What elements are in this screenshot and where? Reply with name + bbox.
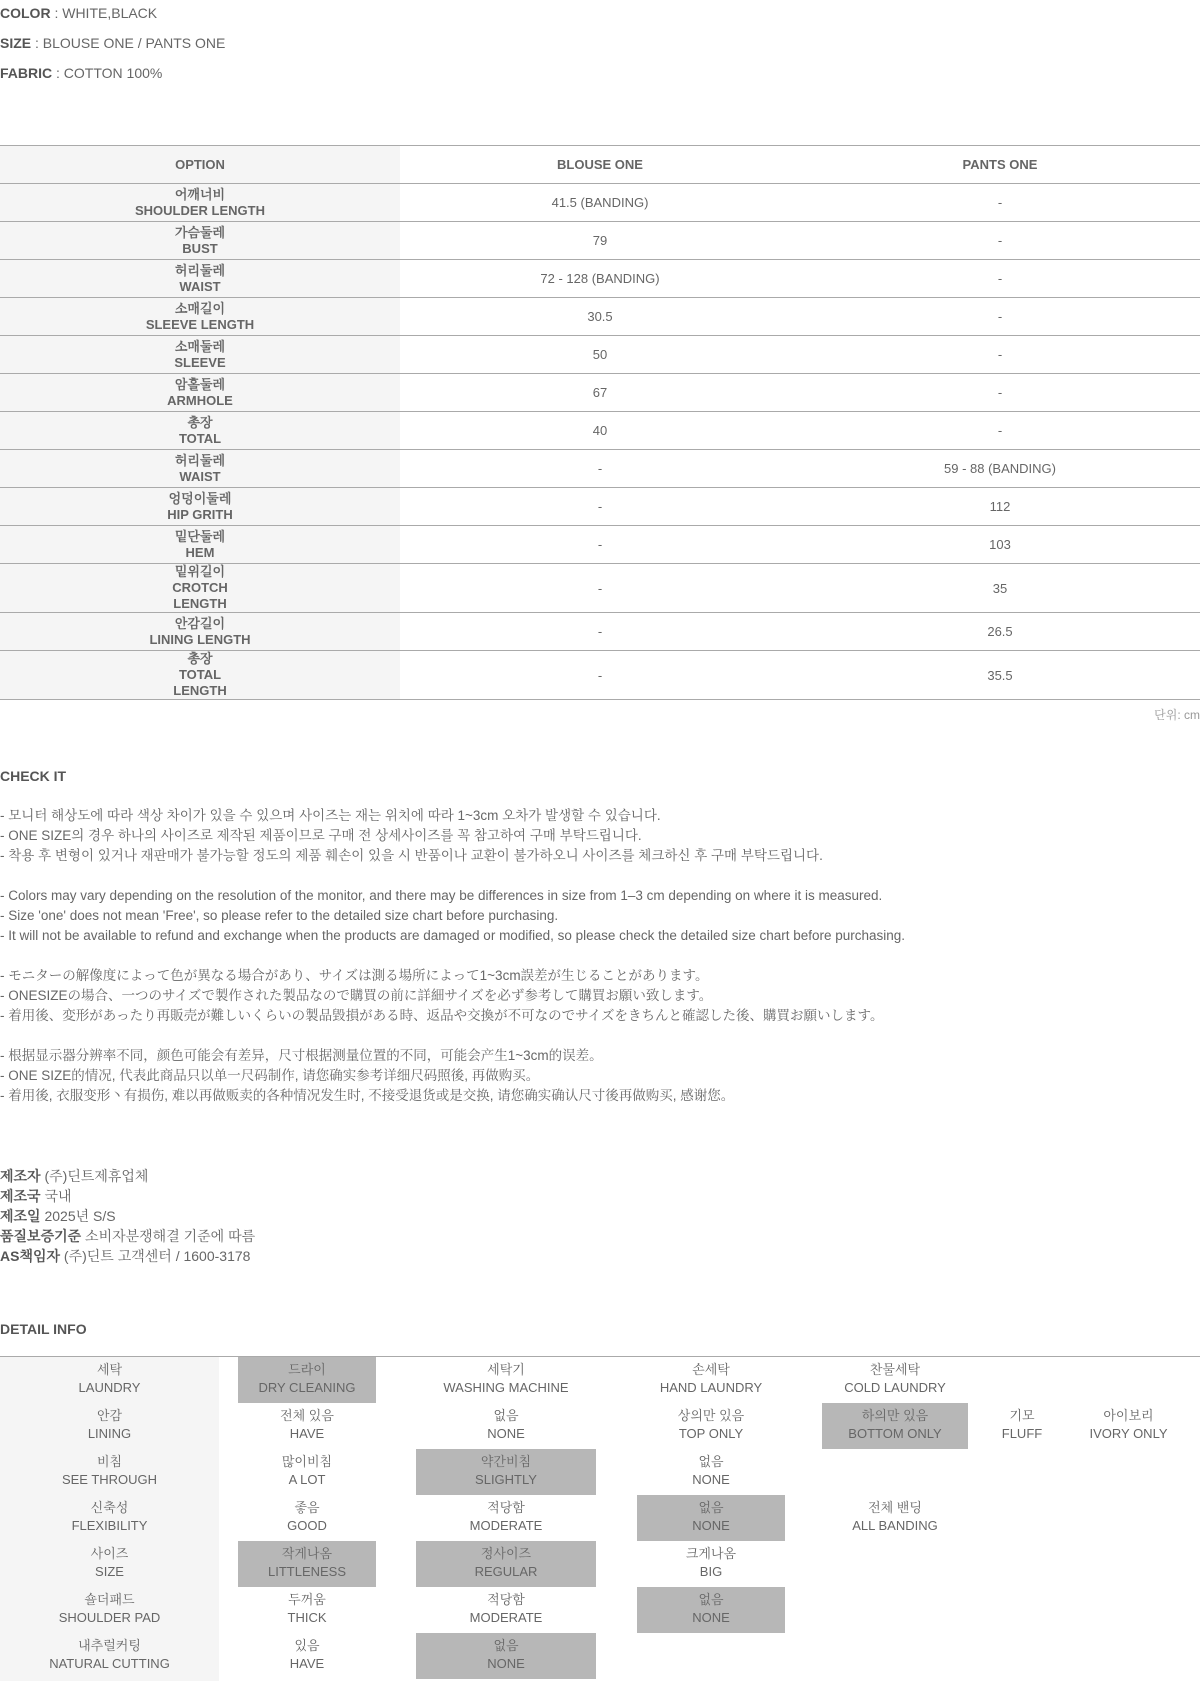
pants-value: 35.5 bbox=[800, 651, 1200, 700]
detail-option-ko: 적당함 bbox=[487, 1500, 525, 1515]
detail-option-ko: 좋음 bbox=[294, 1500, 320, 1515]
pants-value: - bbox=[800, 412, 1200, 450]
detail-option-en: HAND LAUNDRY bbox=[659, 1380, 763, 1395]
detail-option-en: A LOT bbox=[288, 1472, 326, 1487]
blouse-value: 72 - 128 (BANDING) bbox=[400, 260, 800, 298]
detail-option-en: REGULAR bbox=[474, 1564, 538, 1579]
detail-option bbox=[637, 1357, 785, 1403]
detail-option-ko: 적당함 bbox=[487, 1592, 525, 1607]
measure-label-en: HIP GRITH bbox=[167, 506, 233, 522]
measure-label-en: LINING LENGTH bbox=[149, 631, 251, 647]
note-line: - ONESIZEの場合、一つのサイズで製作された製品なので購買の前に詳細サイズを必ず参考して購買お願い致します。 bbox=[0, 988, 713, 1003]
pants-value: 35 bbox=[800, 564, 1200, 613]
maker-row bbox=[0, 1186, 255, 1206]
measure-label-ko: 엉덩이둘레 bbox=[168, 490, 232, 506]
spec-size bbox=[0, 35, 225, 51]
detail-row-label-en: LAUNDRY bbox=[78, 1380, 141, 1395]
note-line: - 着用後、変形があったり再販売が難しいくらいの製品毀損がある時、返品や交換が不可なのでサイズをきちんと確認した後、購買お願いします。 bbox=[0, 1008, 884, 1023]
detail-option-en: MODERATE bbox=[469, 1610, 543, 1625]
detail-option-ko: 없음 bbox=[698, 1500, 724, 1515]
maker-row bbox=[0, 1166, 255, 1186]
blouse-value: - bbox=[400, 651, 800, 700]
pants-value: - bbox=[800, 374, 1200, 412]
detail-row-label-ko: 안감 bbox=[96, 1408, 123, 1423]
detail-option bbox=[416, 1587, 596, 1633]
detail-option-en: DRY CLEANING bbox=[258, 1380, 356, 1395]
detail-option bbox=[416, 1541, 596, 1587]
detail-option-en: NONE bbox=[692, 1472, 730, 1487]
spec-color-value: : WHITE,BLACK bbox=[50, 5, 158, 21]
spec-size-value: : BLOUSE ONE / PANTS ONE bbox=[31, 35, 226, 51]
detail-option-en: NONE bbox=[487, 1426, 525, 1441]
header-blouse: BLOUSE ONE bbox=[400, 146, 800, 184]
pants-value: - bbox=[800, 336, 1200, 374]
detail-option-ko: 세탁기 bbox=[487, 1362, 525, 1377]
detail-option-en: HAVE bbox=[289, 1656, 325, 1671]
detail-option-ko: 있음 bbox=[294, 1638, 320, 1653]
maker-value: 소비자분쟁해결 기준에 따름 bbox=[81, 1228, 256, 1244]
table-row bbox=[0, 222, 1200, 260]
header-pants: PANTS ONE bbox=[800, 146, 1200, 184]
measure-label-ko: 밑위길이 bbox=[174, 564, 226, 579]
detail-option-en: WASHING MACHINE bbox=[443, 1380, 569, 1395]
pants-value: 59 - 88 (BANDING) bbox=[800, 450, 1200, 488]
detail-option-ko: 작게나옴 bbox=[281, 1546, 333, 1561]
measure-label bbox=[0, 613, 400, 651]
measure-label-en: SLEEVE bbox=[174, 354, 226, 370]
detail-row-label bbox=[0, 1495, 219, 1541]
table-row bbox=[0, 613, 1200, 651]
maker-value: (주)딘트제휴업체 bbox=[40, 1168, 149, 1184]
detail-row-label-ko: 사이즈 bbox=[90, 1546, 129, 1561]
detail-option-en: NONE bbox=[692, 1610, 730, 1625]
pants-value: - bbox=[800, 184, 1200, 222]
note-line: - 착용 후 변형이 있거나 재판매가 불가능할 정도의 제품 훼손이 있을 시 반품이나 교환이 불가하오니 사이즈를 체크하신 후 구매 부탁드립니다. bbox=[0, 848, 823, 863]
spec-fabric-value: : COTTON 100% bbox=[52, 65, 163, 81]
measure-label bbox=[0, 526, 400, 564]
note-line: - ONE SIZE의 경우 하나의 사이즈로 제작된 제품이므로 구매 전 상세사이즈를 꼭 참고하여 구매 부탁드립니다. bbox=[0, 828, 642, 843]
detail-option bbox=[416, 1495, 596, 1541]
detail-option bbox=[637, 1449, 785, 1495]
detail-option-ko: 상의만 있음 bbox=[677, 1408, 745, 1423]
measure-label-en: SHOULDER LENGTH bbox=[135, 202, 265, 218]
maker-label: 제조국 bbox=[0, 1188, 41, 1204]
maker-label: 품질보증기준 bbox=[0, 1228, 82, 1244]
maker-row bbox=[0, 1246, 255, 1266]
detail-option bbox=[238, 1587, 376, 1633]
unit-note: 단위: cm bbox=[1154, 708, 1200, 722]
detail-option bbox=[985, 1403, 1059, 1449]
measure-label-ko: 안감길이 bbox=[174, 615, 226, 631]
detail-row-label bbox=[0, 1449, 219, 1495]
maker-value: 2025년 S/S bbox=[40, 1208, 116, 1224]
measure-label-en: WAIST bbox=[179, 278, 221, 294]
maker-value: 국내 bbox=[40, 1188, 72, 1204]
measure-label-en: TOTAL bbox=[178, 430, 222, 446]
spec-size-label: SIZE bbox=[0, 35, 32, 51]
measure-label-ko: 소매길이 bbox=[174, 300, 226, 316]
detail-info-title: DETAIL INFO bbox=[0, 1321, 87, 1337]
detail-option bbox=[637, 1495, 785, 1541]
table-row bbox=[0, 298, 1200, 336]
measure-label-ko: 소매둘레 bbox=[174, 338, 226, 354]
measure-label-ko: 허리둘레 bbox=[174, 452, 226, 468]
detail-option-en: FLUFF bbox=[1001, 1426, 1043, 1441]
detail-option-ko: 하의만 있음 bbox=[861, 1408, 929, 1423]
detail-option-ko: 드라이 bbox=[288, 1362, 326, 1377]
detail-row-label-en: FLEXIBILITY bbox=[71, 1518, 148, 1533]
note-line: - モニターの解像度によって色が異なる場合があり、サイズは測る場所によって1~3cm誤差が生じることがあります。 bbox=[0, 968, 709, 983]
detail-option-ko: 전체 밴딩 bbox=[868, 1500, 922, 1515]
detail-option-ko: 크게나옴 bbox=[685, 1546, 737, 1561]
detail-option-en: LITTLENESS bbox=[267, 1564, 347, 1579]
measure-label-en: CROTCH LENGTH bbox=[172, 580, 228, 611]
detail-option-en: NONE bbox=[487, 1656, 525, 1671]
table-row bbox=[0, 488, 1200, 526]
detail-option bbox=[238, 1449, 376, 1495]
detail-option-ko: 없음 bbox=[698, 1454, 724, 1469]
detail-row-label-en: NATURAL CUTTING bbox=[49, 1656, 170, 1671]
check-it-notes bbox=[0, 806, 1200, 1126]
detail-row-label bbox=[0, 1541, 219, 1587]
measure-label bbox=[0, 412, 400, 450]
measure-label-ko: 밑단둘레 bbox=[174, 528, 226, 544]
detail-option-ko: 정사이즈 bbox=[480, 1546, 532, 1561]
detail-row-label-en: SIZE bbox=[95, 1564, 124, 1579]
detail-option bbox=[238, 1403, 376, 1449]
blouse-value: 40 bbox=[400, 412, 800, 450]
measure-label-en: HEM bbox=[185, 544, 215, 560]
measure-label bbox=[0, 564, 400, 613]
pants-value: 112 bbox=[800, 488, 1200, 526]
table-row bbox=[0, 260, 1200, 298]
detail-option bbox=[637, 1403, 785, 1449]
blouse-value: - bbox=[400, 613, 800, 651]
detail-option bbox=[416, 1357, 596, 1403]
measure-label-ko: 총장 bbox=[187, 651, 213, 666]
detail-option-en: BIG bbox=[699, 1564, 723, 1579]
note-group bbox=[0, 886, 1200, 946]
detail-row-label-ko: 세탁 bbox=[96, 1362, 123, 1377]
measure-label-ko: 어깨너비 bbox=[174, 186, 226, 202]
pants-value: - bbox=[800, 298, 1200, 336]
measure-label-ko: 가슴둘레 bbox=[174, 224, 226, 240]
detail-option-ko: 없음 bbox=[493, 1638, 519, 1653]
detail-option bbox=[822, 1403, 968, 1449]
note-line: - Colors may vary depending on the resolution of the monitor, and there may be differences in size from 1–3 cm depending on where it is measured. bbox=[0, 888, 883, 903]
measure-label bbox=[0, 374, 400, 412]
table-row bbox=[0, 336, 1200, 374]
spec-color-label: COLOR bbox=[0, 5, 51, 21]
maker-label: AS책임자 bbox=[0, 1248, 61, 1264]
measure-label-en: SLEEVE LENGTH bbox=[145, 316, 255, 332]
table-row bbox=[0, 450, 1200, 488]
detail-option bbox=[637, 1587, 785, 1633]
size-table bbox=[0, 145, 1200, 700]
maker-info bbox=[0, 1166, 255, 1266]
detail-option bbox=[822, 1357, 968, 1403]
table-row bbox=[0, 526, 1200, 564]
detail-option bbox=[416, 1403, 596, 1449]
detail-option bbox=[238, 1633, 376, 1679]
detail-option-en: SLIGHTLY bbox=[475, 1472, 537, 1487]
detail-row-label-en: LINING bbox=[87, 1426, 132, 1441]
pants-value: - bbox=[800, 222, 1200, 260]
note-line: - ONE SIZE的情况, 代表此商品只以单一尺码制作, 请您确实参考详细尺码照後, 再做购买。 bbox=[0, 1068, 540, 1083]
measure-label bbox=[0, 651, 400, 700]
detail-option bbox=[416, 1633, 596, 1679]
blouse-value: - bbox=[400, 564, 800, 613]
measure-label-ko: 암홀둘레 bbox=[174, 376, 226, 392]
measure-label bbox=[0, 260, 400, 298]
blouse-value: 79 bbox=[400, 222, 800, 260]
pants-value: 103 bbox=[800, 526, 1200, 564]
maker-label: 제조일 bbox=[0, 1208, 41, 1224]
note-group bbox=[0, 806, 1200, 866]
detail-option-ko: 전체 있음 bbox=[280, 1408, 334, 1423]
table-row bbox=[0, 564, 1200, 613]
detail-option-ko: 기모 bbox=[1009, 1408, 1035, 1423]
blouse-value: - bbox=[400, 488, 800, 526]
detail-option-en: THICK bbox=[287, 1610, 327, 1625]
measure-label bbox=[0, 336, 400, 374]
detail-option-en: ALL BANDING bbox=[852, 1518, 938, 1533]
detail-row-label-en: SHOULDER PAD bbox=[58, 1610, 161, 1625]
blouse-value: - bbox=[400, 526, 800, 564]
spec-fabric bbox=[0, 65, 162, 81]
measure-label-en: WAIST bbox=[179, 468, 221, 484]
detail-row-label bbox=[0, 1357, 219, 1403]
note-group bbox=[0, 1046, 1200, 1106]
spec-color bbox=[0, 5, 157, 21]
measure-label bbox=[0, 298, 400, 336]
detail-option-ko: 없음 bbox=[493, 1408, 519, 1423]
detail-row-label-ko: 신축성 bbox=[90, 1500, 129, 1515]
detail-option bbox=[1075, 1403, 1182, 1449]
note-group bbox=[0, 966, 1200, 1026]
detail-option bbox=[822, 1495, 968, 1541]
measure-label bbox=[0, 222, 400, 260]
table-row bbox=[0, 651, 1200, 700]
note-line: - 根据显示器分辨率不同，颜色可能会有差异，尺寸根据测量位置的不同，可能会产生1~3cm的误差。 bbox=[0, 1048, 603, 1063]
maker-row bbox=[0, 1206, 255, 1226]
measure-label-ko: 총장 bbox=[187, 414, 213, 430]
detail-option-en: TOP ONLY bbox=[678, 1426, 744, 1441]
check-it-title: CHECK IT bbox=[0, 768, 67, 784]
blouse-value: 41.5 (BANDING) bbox=[400, 184, 800, 222]
detail-option-en: COLD LAUNDRY bbox=[844, 1380, 946, 1395]
detail-row-label bbox=[0, 1403, 219, 1449]
detail-option bbox=[637, 1541, 785, 1587]
note-line: - It will not be available to refund and exchange when the products are damaged or modified, so please check the detailed size chart before purchasing. bbox=[0, 928, 906, 943]
detail-row-label bbox=[0, 1587, 219, 1633]
size-table-body bbox=[0, 184, 1200, 700]
detail-option-ko: 없음 bbox=[698, 1592, 724, 1607]
blouse-value: 50 bbox=[400, 336, 800, 374]
spec-fabric-label: FABRIC bbox=[0, 65, 53, 81]
blouse-value: 30.5 bbox=[400, 298, 800, 336]
detail-option-en: NONE bbox=[692, 1518, 730, 1533]
detail-option bbox=[238, 1357, 376, 1403]
detail-info-grid bbox=[0, 1356, 1200, 1681]
detail-option-ko: 손세탁 bbox=[692, 1362, 730, 1377]
pants-value: 26.5 bbox=[800, 613, 1200, 651]
maker-value: (주)딘트 고객센터 / 1600-3178 bbox=[60, 1248, 251, 1264]
measure-label-en: ARMHOLE bbox=[167, 392, 233, 408]
measure-label-en: TOTAL LENGTH bbox=[173, 667, 227, 698]
detail-option bbox=[416, 1449, 596, 1495]
measure-label bbox=[0, 450, 400, 488]
detail-option-en: IVORY ONLY bbox=[1089, 1426, 1168, 1441]
detail-option-ko: 두꺼움 bbox=[288, 1592, 326, 1607]
detail-option-ko: 아이보리 bbox=[1103, 1408, 1154, 1423]
detail-option-en: MODERATE bbox=[469, 1518, 543, 1533]
detail-option-en: BOTTOM ONLY bbox=[848, 1426, 942, 1441]
table-row bbox=[0, 184, 1200, 222]
measure-label-ko: 허리둘레 bbox=[174, 262, 226, 278]
detail-option-en: GOOD bbox=[287, 1518, 327, 1533]
detail-option bbox=[238, 1495, 376, 1541]
note-line: - Size 'one' does not mean 'Free', so please refer to the detailed size chart before purchasing. bbox=[0, 908, 559, 923]
measure-label-en: BUST bbox=[182, 240, 218, 256]
detail-row-label-ko: 내추럴커팅 bbox=[78, 1638, 141, 1653]
size-table-header bbox=[0, 146, 1200, 184]
measure-label bbox=[0, 184, 400, 222]
detail-option bbox=[238, 1541, 376, 1587]
detail-option-ko: 약간비침 bbox=[480, 1454, 532, 1469]
pants-value: - bbox=[800, 260, 1200, 298]
header-option: OPTION bbox=[0, 146, 400, 184]
maker-row bbox=[0, 1226, 255, 1246]
note-line: - 모니터 해상도에 따라 색상 차이가 있을 수 있으며 사이즈는 재는 위치에 따라 1~3cm 오차가 발생할 수 있습니다. bbox=[0, 808, 661, 823]
detail-option-ko: 많이비침 bbox=[281, 1454, 333, 1469]
measure-label bbox=[0, 488, 400, 526]
detail-option-en: HAVE bbox=[289, 1426, 325, 1441]
note-line: - 着用後, 衣服变形丶有损伤, 难以再做贩卖的各种情况发生时, 不接受退货或是交换, 请您确实确认尺寸後再做购买, 感谢您。 bbox=[0, 1088, 735, 1103]
detail-option-ko: 찬물세탁 bbox=[869, 1362, 921, 1377]
blouse-value: - bbox=[400, 450, 800, 488]
blouse-value: 67 bbox=[400, 374, 800, 412]
table-row bbox=[0, 374, 1200, 412]
detail-row-label-en: SEE THROUGH bbox=[61, 1472, 158, 1487]
maker-label: 제조자 bbox=[0, 1168, 41, 1184]
detail-row-label bbox=[0, 1633, 219, 1679]
detail-row-label-ko: 숄더패드 bbox=[84, 1592, 135, 1607]
table-row bbox=[0, 412, 1200, 450]
detail-row-label-ko: 비침 bbox=[96, 1454, 123, 1469]
